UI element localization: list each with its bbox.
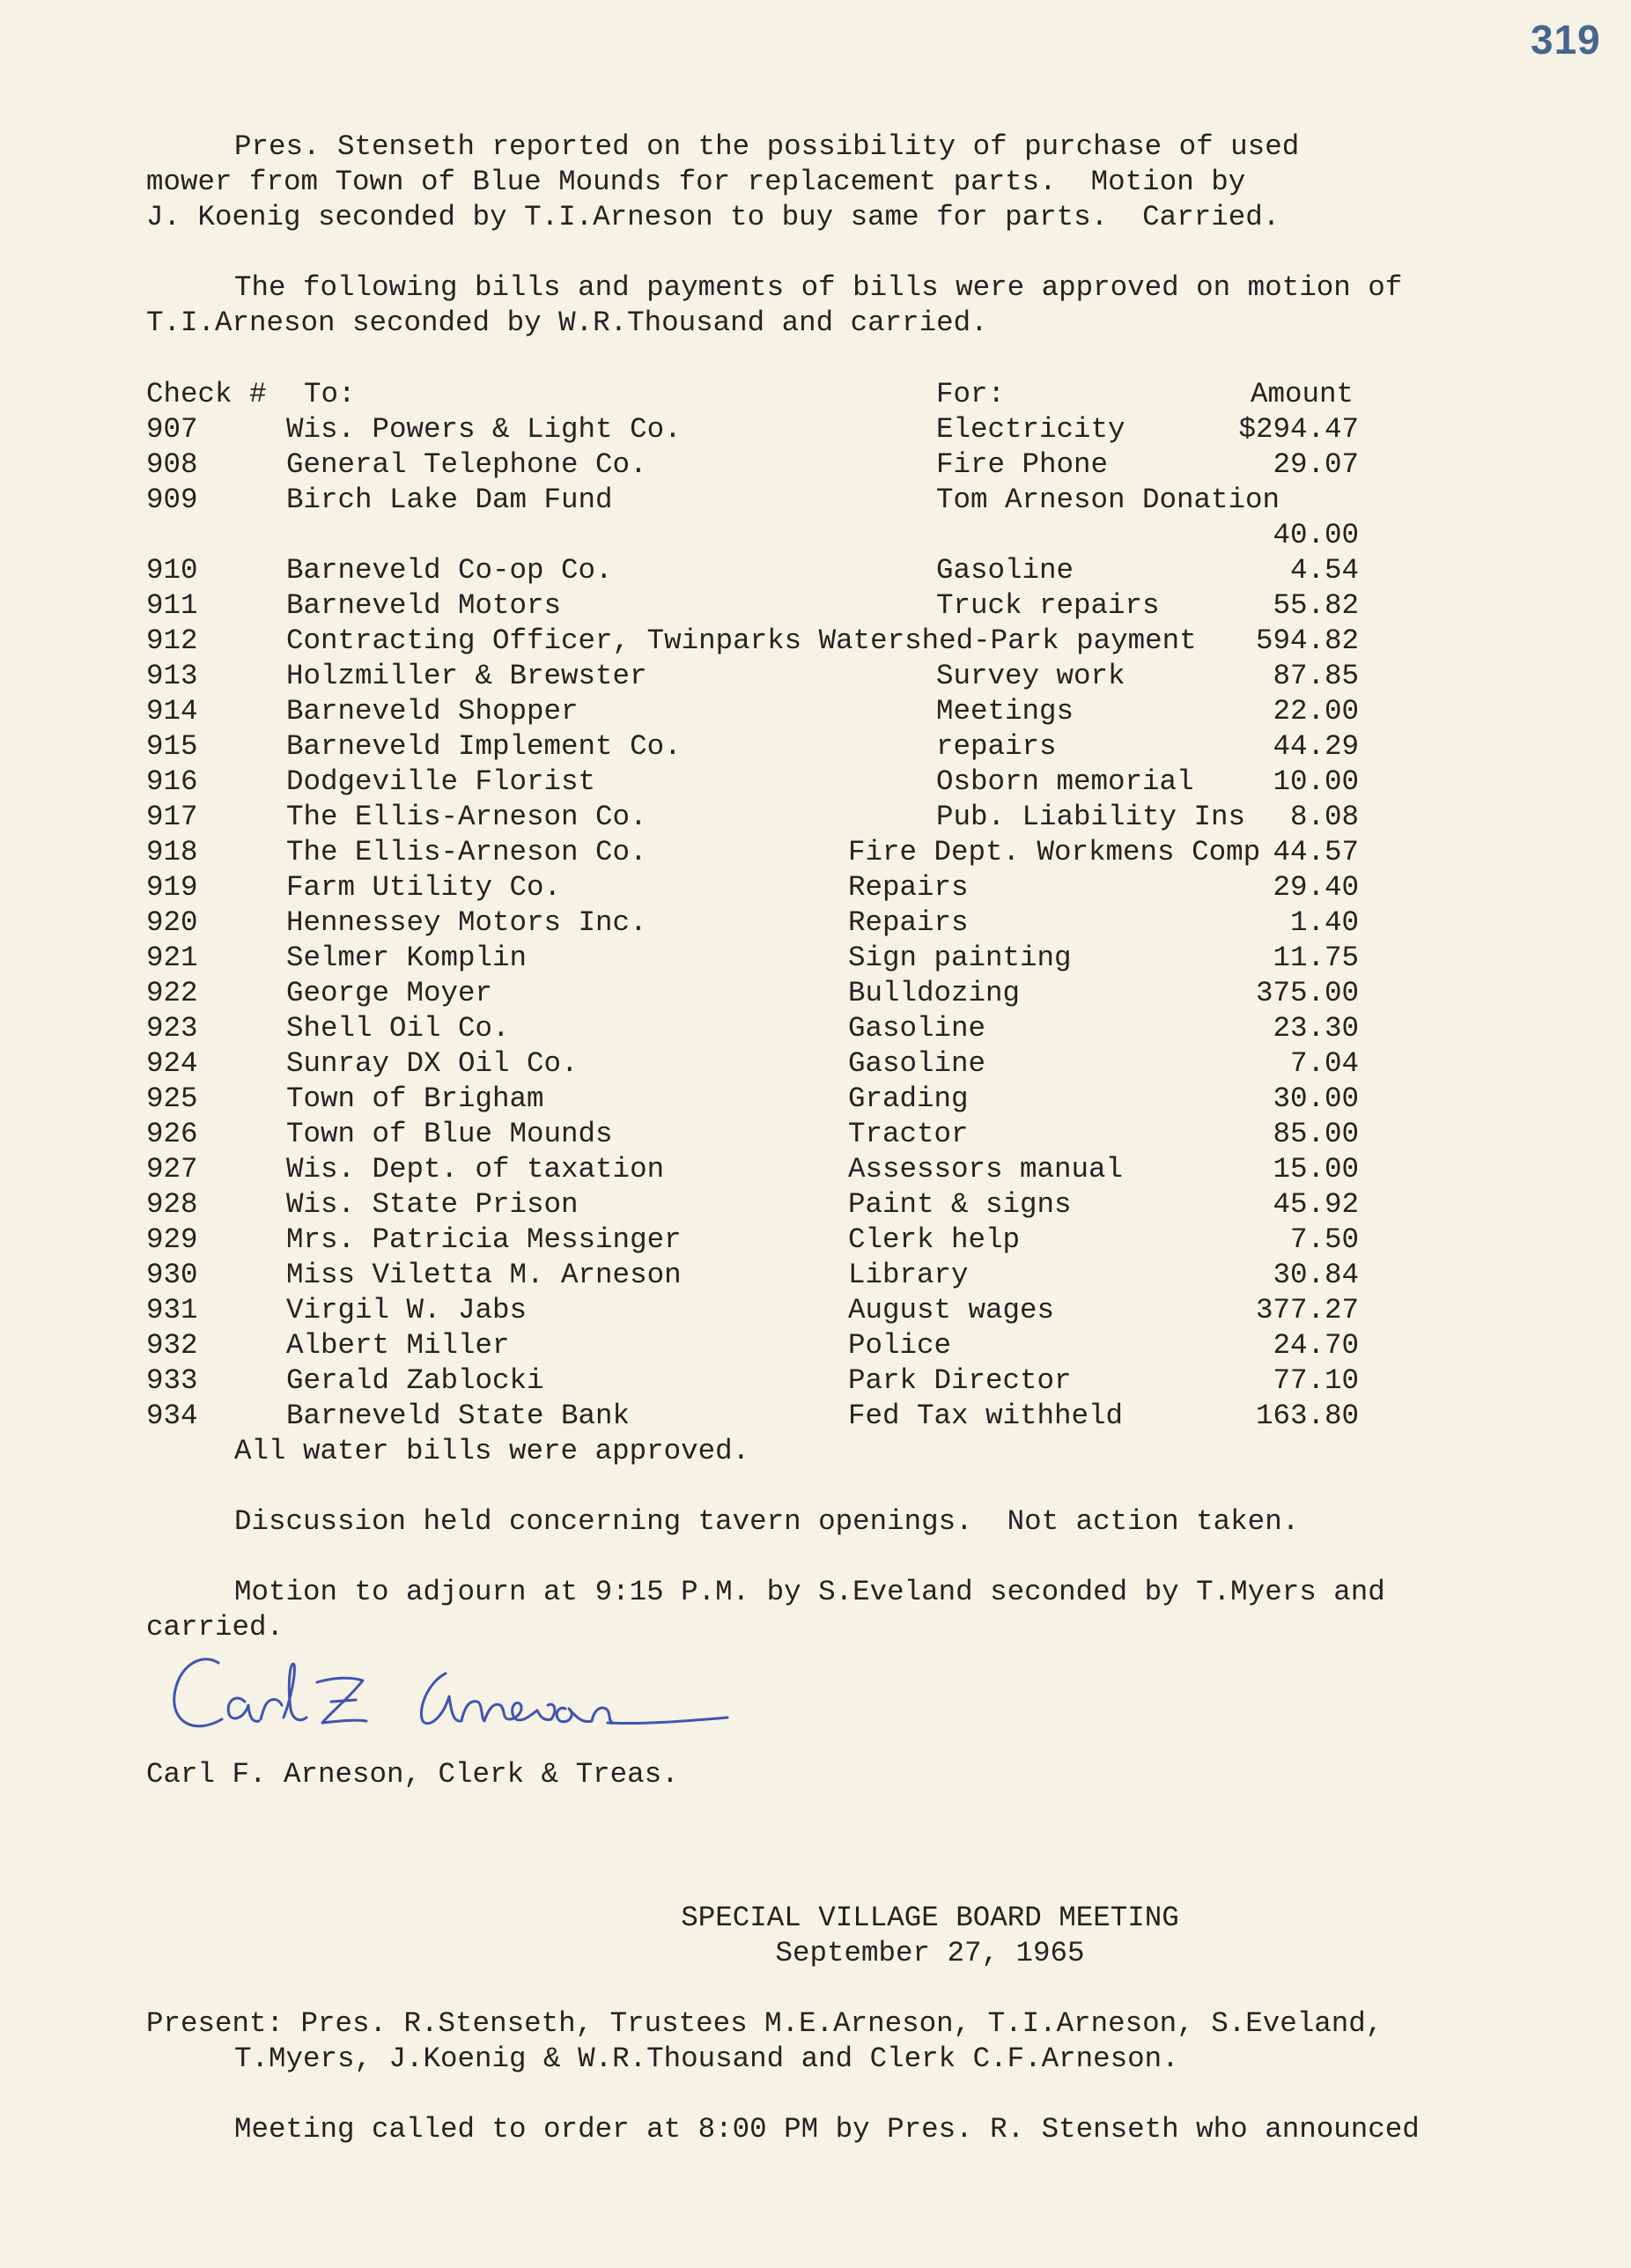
payee: Shell Oil Co. — [286, 1012, 510, 1045]
check-number: 923 — [146, 1012, 198, 1045]
header-amount: Amount — [1251, 378, 1354, 410]
payee: The Ellis-Arneson Co. — [286, 836, 647, 868]
purpose: Tom Arneson Donation — [936, 484, 1280, 516]
check-number: 909 — [146, 484, 198, 516]
check-number: 918 — [146, 836, 198, 868]
amount: 7.50 — [1289, 1223, 1359, 1256]
header-check: Check # — [146, 378, 267, 410]
payee: Barneveld Implement Co. — [286, 730, 682, 763]
payee: Town of Blue Mounds — [286, 1118, 613, 1150]
check-number: 912 — [146, 624, 198, 657]
purpose: Tractor — [848, 1118, 969, 1150]
check-number: 926 — [146, 1118, 198, 1150]
purpose: Police — [848, 1329, 952, 1362]
payee: Selmer Komplin — [286, 942, 528, 974]
purpose: Meetings — [936, 695, 1074, 728]
payee: Wis. Powers & Light Co. — [286, 413, 682, 446]
text-line: Present: Pres. R.Stenseth, Trustees M.E.Arneson, T.I.Arneson, S.Eveland, — [146, 2007, 1384, 2040]
meeting-title: SPECIAL VILLAGE BOARD MEETING — [681, 1902, 1179, 1934]
amount: 375.00 — [1255, 977, 1359, 1009]
purpose: Bulldozing — [848, 977, 1021, 1009]
check-number: 915 — [146, 730, 198, 763]
amount: 10.00 — [1273, 765, 1359, 798]
check-number: 917 — [146, 801, 198, 833]
purpose: Electricity — [936, 413, 1125, 446]
check-number: 908 — [146, 448, 198, 481]
payee: The Ellis-Arneson Co. — [286, 801, 647, 833]
text-line: T.I.Arneson seconded by W.R.Thousand and carried. — [146, 307, 988, 339]
check-number: 913 — [146, 660, 198, 692]
check-number: 910 — [146, 554, 198, 587]
amount: 77.10 — [1273, 1364, 1359, 1397]
payee: Birch Lake Dam Fund — [286, 484, 613, 516]
text-line: T.Myers, J.Koenig & W.R.Thousand and Clerk C.F.Arneson. — [234, 2043, 1179, 2075]
text-line: Motion to adjourn at 9:15 P.M. by S.Eveland seconded by T.Myers and — [234, 1576, 1385, 1608]
check-number: 907 — [146, 413, 198, 446]
check-number: 920 — [146, 906, 198, 939]
purpose: Gasoline — [848, 1012, 986, 1045]
amount: 30.00 — [1273, 1082, 1359, 1115]
page-number: 319 — [1531, 17, 1601, 63]
check-number: 911 — [146, 589, 198, 622]
purpose: Library — [848, 1259, 969, 1291]
amount: 87.85 — [1273, 660, 1359, 692]
check-number: 932 — [146, 1329, 198, 1362]
purpose: Park Director — [848, 1364, 1072, 1397]
amount: 24.70 — [1273, 1329, 1359, 1362]
payee: Albert Miller — [286, 1329, 510, 1362]
water-bills-note: All water bills were approved. — [234, 1435, 750, 1467]
payee: Wis. Dept. of taxation — [286, 1153, 665, 1186]
payee: Contracting Officer, Twinparks Watershed-Park payment — [286, 624, 1197, 657]
purpose: Gasoline — [848, 1047, 986, 1080]
amount: 163.80 — [1255, 1400, 1359, 1432]
amount: 8.08 — [1289, 801, 1359, 833]
purpose: repairs — [936, 730, 1057, 763]
purpose: Survey work — [936, 660, 1125, 692]
purpose: Assessors manual — [848, 1153, 1124, 1186]
check-number: 930 — [146, 1259, 198, 1291]
purpose: Sign painting — [848, 942, 1072, 974]
check-number: 933 — [146, 1364, 198, 1397]
check-number: 914 — [146, 695, 198, 728]
amount: 23.30 — [1273, 1012, 1359, 1045]
payee: Barneveld Shopper — [286, 695, 579, 728]
text-line: carried. — [146, 1611, 284, 1644]
amount: 85.00 — [1273, 1118, 1359, 1150]
amount: 44.29 — [1273, 730, 1359, 763]
purpose: Fire Phone — [936, 448, 1109, 481]
purpose: Fed Tax withheld — [848, 1400, 1124, 1432]
amount: 4.54 — [1289, 554, 1359, 587]
purpose: Paint & signs — [848, 1188, 1072, 1221]
check-number: 934 — [146, 1400, 198, 1432]
payee: Gerald Zablocki — [286, 1364, 544, 1397]
payee: Dodgeville Florist — [286, 765, 596, 798]
meeting-called-line: Meeting called to order at 8:00 PM by Pres. R. Stenseth who announced — [234, 2113, 1420, 2146]
text-line: Pres. Stenseth reported on the possibility of purchase of used — [234, 130, 1300, 163]
discussion-note: Discussion held concerning tavern openings. Not action taken. — [234, 1505, 1300, 1538]
payee: Barneveld State Bank — [286, 1400, 631, 1432]
purpose: Fire Dept. Workmens Comp — [848, 836, 1261, 868]
payee: George Moyer — [286, 977, 493, 1009]
amount: 55.82 — [1273, 589, 1359, 622]
purpose: Grading — [848, 1082, 969, 1115]
purpose: Truck repairs — [936, 589, 1160, 622]
purpose: Osborn memorial — [936, 765, 1194, 798]
amount: 7.04 — [1289, 1047, 1359, 1080]
amount: 1.40 — [1289, 906, 1359, 939]
header-for: For: — [936, 378, 1006, 410]
check-number: 921 — [146, 942, 198, 974]
purpose: Pub. Liability Ins — [936, 801, 1246, 833]
check-number: 924 — [146, 1047, 198, 1080]
payee: Town of Brigham — [286, 1082, 544, 1115]
payee: Hennessey Motors Inc. — [286, 906, 647, 939]
purpose: Gasoline — [936, 554, 1074, 587]
amount: 29.40 — [1273, 871, 1359, 904]
amount: 29.07 — [1273, 448, 1359, 481]
check-number: 919 — [146, 871, 198, 904]
text-line: The following bills and payments of bills were approved on motion of — [234, 271, 1403, 304]
payee: Barneveld Motors — [286, 589, 562, 622]
check-number: 925 — [146, 1082, 198, 1115]
payee: Wis. State Prison — [286, 1188, 579, 1221]
amount: 40.00 — [1273, 519, 1359, 551]
amount: 11.75 — [1273, 942, 1359, 974]
amount: 377.27 — [1255, 1294, 1359, 1326]
check-number: 929 — [146, 1223, 198, 1256]
header-to: To: — [304, 378, 356, 410]
amount: 594.82 — [1255, 624, 1359, 657]
amount: 44.57 — [1273, 836, 1359, 868]
payee: Holzmiller & Brewster — [286, 660, 647, 692]
handwritten-signature — [167, 1647, 731, 1762]
payee: General Telephone Co. — [286, 448, 647, 481]
text-line: mower from Town of Blue Mounds for replacement parts. Motion by — [146, 166, 1246, 198]
payee: Miss Viletta M. Arneson — [286, 1259, 682, 1291]
amount: $294.47 — [1238, 413, 1359, 446]
check-number: 916 — [146, 765, 198, 798]
check-number: 927 — [146, 1153, 198, 1186]
check-number: 931 — [146, 1294, 198, 1326]
amount: 30.84 — [1273, 1259, 1359, 1291]
text-line: J. Koenig seconded by T.I.Arneson to buy same for parts. Carried. — [146, 201, 1280, 233]
payee: Mrs. Patricia Messinger — [286, 1223, 682, 1256]
payee: Farm Utility Co. — [286, 871, 562, 904]
amount: 22.00 — [1273, 695, 1359, 728]
meeting-date: September 27, 1965 — [775, 1937, 1085, 1969]
payee: Virgil W. Jabs — [286, 1294, 528, 1326]
clerk-signature-line: Carl F. Arneson, Clerk & Treas. — [146, 1758, 679, 1791]
purpose: Repairs — [848, 871, 969, 904]
purpose: Clerk help — [848, 1223, 1021, 1256]
payee: Sunray DX Oil Co. — [286, 1047, 579, 1080]
payee: Barneveld Co-op Co. — [286, 554, 613, 587]
amount: 45.92 — [1273, 1188, 1359, 1221]
amount: 15.00 — [1273, 1153, 1359, 1186]
check-number: 922 — [146, 977, 198, 1009]
check-number: 928 — [146, 1188, 198, 1221]
purpose: August wages — [848, 1294, 1055, 1326]
purpose: Repairs — [848, 906, 969, 939]
